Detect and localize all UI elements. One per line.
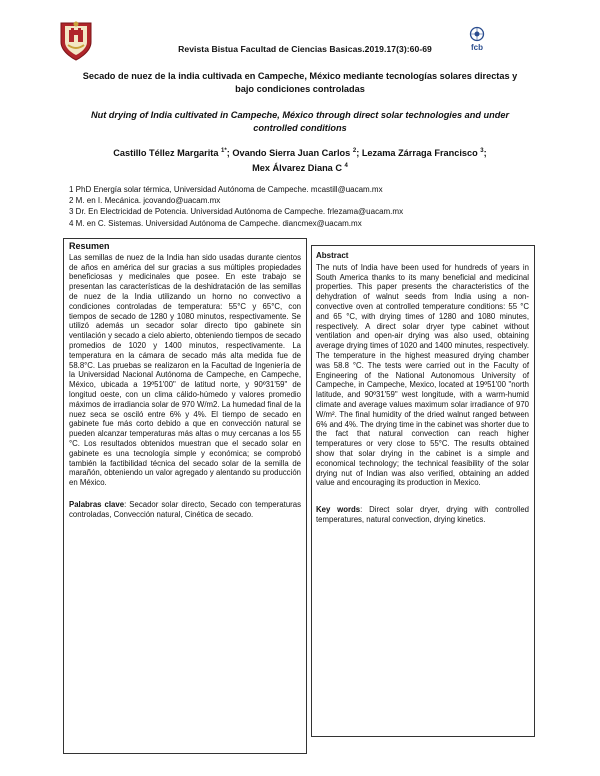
abstract-body: The nuts of India have been used for hundreds of years in South America thanks to its many beneficial and medicinal properties. This paper presents the characteristics of the dehydration of walnut seeds from India using a non-convective oven at controlled temperature conditions: 55 °C and 65 °C, with drying times of 1280 and 1080 minutes, respectively. A direct solar dryer type cabinet without ventilation and open-air drying was also used, obtaining average drying times of 1020 and 1400 minutes, respectively. The temperature in the highest measured drying chamber was 58.8 °C. The tests were carried out in the Faculty of Engineering of the National Autonomous University of Campeche, in Campeche, Mexico, located at 19º51'00 "north latitude, and 90º31'59" west longitude, with a warm-humid climate and average values maximum solar irradiance of 970 W/m². The final humidity of the dried walnut ranged between 6% and 4%. The drying time in the cabinet was shorter due to the fact that natural convection can reach higher temperatures or very close to 55°C. The results obtained show that solar drying in the cabinet is a simple and economical technology; the technical feasibility of the solar drying nut of Indian was also verified, obtaining an added value and encouraging its production in Mexico. (316, 262, 529, 488)
author-1: Castillo Téllez Margarita (113, 148, 219, 159)
abstract-section (316, 251, 529, 525)
author-2-affil: 2 (352, 148, 357, 154)
author-separator: ; (356, 148, 362, 159)
author-3-affil: 3 (480, 148, 484, 154)
palabras-clave-text: : Secador solar directo, Secado con temperaturas controladas, Convección natural, Cinética de secado. (69, 499, 302, 519)
affiliation-2: 2 M. en I. Mecánica. jcovando@uacam.mx (69, 196, 221, 206)
key-words (316, 505, 529, 525)
resumen-section (69, 242, 301, 520)
abstract-heading: Abstract (316, 251, 349, 260)
key-words-text: : Direct solar dryer, drying with controlled temperatures, natural convection, drying kinetics. (316, 505, 529, 524)
affiliation-1: 1 PhD Energía solar térmica, Universidad Autónoma de Campeche. mcastill@uacam.mx (69, 185, 383, 194)
author-2: Ovando Sierra Juan Carlos (232, 148, 351, 159)
affiliation-3: 3 Dr. En Electricidad de Potencia. Universidad Autónoma de Campeche. frlezama@uacam.mx (69, 207, 404, 217)
author-4: Mex Álvarez Diana C (252, 162, 342, 173)
author-4-affil: 4 (344, 162, 348, 169)
journal-header: Revista Bistua Facultad de Ciencias Basicas.2019.17(3):60-69 (178, 44, 432, 54)
university-crest-logo (57, 20, 95, 62)
author-3: Lezama Zárraga Francisco (361, 148, 478, 159)
resumen-heading: Resumen (69, 241, 110, 251)
resumen-body: Las semillas de nuez de la India han sido usadas durante cientos de años en américa del sur gracias a sus múltiples propiedades beneficiosas y medicinales que posee. En este trabajo se presentan las características de la deshidratación de las semillas de nuez de la India utilizando un horno no convectivo a condiciones controladas de temperatura: 55°C y 65°C, con tiempos de secado de 1280 y 1080 minutos, respectivamente. Se utilizó además un secador solar directo tipo gabinete sin ventilación y secado a cielo abierto, obteniendo tiempos de secado promedios de 1020 y 1400 minutos, respectivamente. La temperatura en la cámara de secado más alta medida fue de 58.8°C. Las pruebas se realizaron en la Facultad de Ingeniería de la Universidad Nacional Autónoma de Campeche, en Campeche, México, ubicada a 19º51'00" de latitud norte, y 90º31'59" de longitud oeste, con un clima cálido-húmedo y valores promedio máximos de irradiancia solar de 970 W/m2. La humedad final de la nuez seca se osciló entre 6% y 4%. El tiempo de secado en gabinete fue más corto debido a que en convección natural se pueden alcanzar temperaturas más altas o muy cercanas a los 55 °C. Los resultados obtenidos muestran que el secado solar en gabinete es una tecnología simple y económica; se comprobó también la factibilidad técnica del secado solar de la semilla de marañón, obteniendo un valor agregado y alentando su producción en México. (69, 252, 301, 488)
palabras-clave (69, 500, 301, 520)
author-list (75, 145, 525, 174)
key-words-label: Key words (316, 505, 361, 515)
title-english: Nut drying of India cultivated in Campeche, México through direct solar technologies and under controlled conditions (90, 110, 510, 133)
author-1-affil: 1* (221, 148, 227, 154)
fcb-logo-text: fcb (471, 43, 483, 52)
affiliations (69, 184, 529, 229)
author-separator: ; (226, 148, 233, 159)
affiliation-4: 4 M. en C. Sistemas. Universidad Autónoma de Campeche. diancmex@uacam.mx (69, 218, 362, 228)
palabras-clave-label: Palabras clave (69, 499, 125, 509)
author-separator: ; (483, 148, 487, 159)
title-spanish: Secado de nuez de la india cultivada en Campeche, México mediante tecnologías solares directas y bajo condiciones controladas (82, 71, 518, 94)
